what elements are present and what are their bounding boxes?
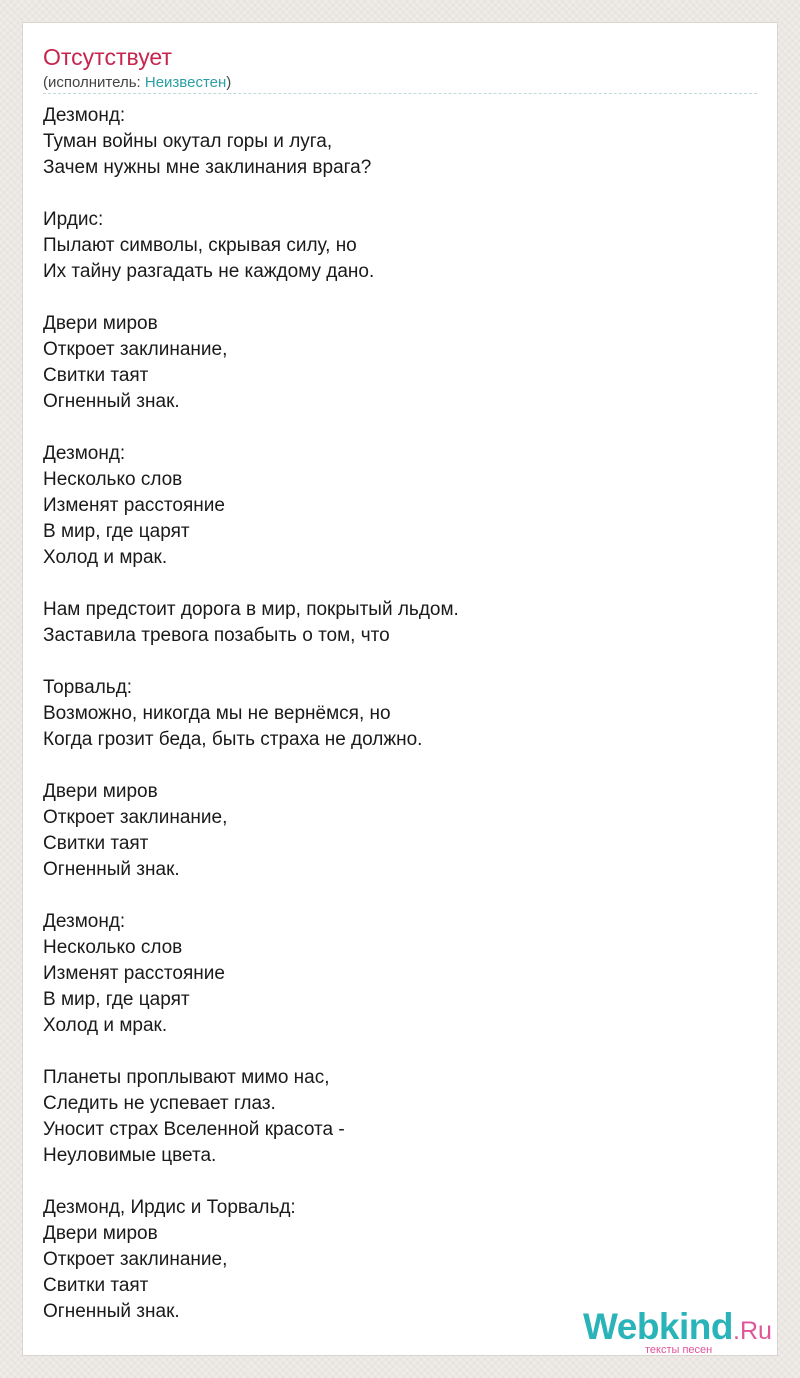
lyrics-line: Откроет заклинание, (43, 807, 228, 828)
lyrics-line: Огненный знак. (43, 391, 180, 412)
lyrics-line: Заставила тревога позабыть о том, что (43, 625, 390, 646)
title-divider (43, 93, 757, 94)
lyrics-blank-line (43, 415, 759, 441)
lyrics-line: Огненный знак. (43, 859, 180, 880)
lyrics-line: Двери миров (43, 1223, 158, 1244)
lyrics-line: Холод и мрак. (43, 1015, 168, 1036)
lyrics-line: Дезмонд: (43, 105, 126, 126)
lyrics-line: Неуловимые цвета. (43, 1145, 217, 1166)
song-title: Отсутствует (43, 44, 172, 70)
lyrics-line: Уносит страх Вселенной красота - (43, 1119, 345, 1140)
logo-main-text: Webkind (583, 1306, 733, 1347)
lyrics-line: Дезмонд: (43, 443, 126, 464)
lyrics-line: Дезмонд, Ирдис и Торвальд: (43, 1197, 296, 1218)
lyrics-line: Туман войны окутал горы и луга, (43, 131, 333, 152)
lyrics-line: В мир, где царят (43, 989, 190, 1010)
artist-suffix: ) (226, 74, 232, 91)
lyrics-blank-line (43, 1169, 759, 1195)
lyrics-line: Двери миров (43, 781, 158, 802)
lyrics-blank-line (43, 649, 759, 675)
lyrics-blank-line (43, 571, 759, 597)
artist-link[interactable]: Неизвестен (144, 74, 227, 91)
lyrics-line: Огненный знак. (43, 1301, 180, 1322)
lyrics-line: Откроет заклинание, (43, 339, 228, 360)
lyrics-line: Пылают символы, скрывая силу, но (43, 235, 357, 256)
lyrics-line: Изменят расстояние (43, 495, 225, 516)
lyrics-line: Следить не успевает глаз. (43, 1093, 276, 1114)
lyrics-line: Свитки таят (43, 833, 149, 854)
lyrics-line: Двери миров (43, 313, 158, 334)
lyrics-blank-line (43, 285, 759, 311)
lyrics-blank-line (43, 883, 759, 909)
lyrics-text (43, 103, 759, 1325)
lyrics-line: Изменят расстояние (43, 963, 225, 984)
lyrics-line: Планеты проплывают мимо нас, (43, 1067, 330, 1088)
lyrics-line: Торвальд: (43, 677, 133, 698)
lyrics-line: Их тайну разгадать не каждому дано. (43, 261, 375, 282)
lyrics-line: Холод и мрак. (43, 547, 168, 568)
lyrics-line: Несколько слов (43, 937, 183, 958)
lyrics-line: В мир, где царят (43, 521, 190, 542)
artist-prefix: (исполнитель: (43, 74, 145, 91)
artist-line (43, 73, 231, 93)
lyrics-line: Нам предстоит дорога в мир, покрытый льдом. (43, 599, 459, 620)
lyrics-blank-line (43, 753, 759, 779)
logo-suffix: .Ru (733, 1317, 772, 1345)
lyrics-line: Возможно, никогда мы не вернёмся, но (43, 703, 391, 724)
lyrics-line: Свитки таят (43, 1275, 149, 1296)
lyrics-line: Когда грозит беда, быть страха не должно. (43, 729, 423, 750)
webkind-logo[interactable] (583, 1307, 779, 1357)
lyrics-card (22, 22, 778, 1356)
lyrics-blank-line (43, 181, 759, 207)
lyrics-line: Несколько слов (43, 469, 183, 490)
lyrics-line: Зачем нужны мне заклинания врага? (43, 157, 372, 178)
lyrics-line: Ирдис: (43, 209, 104, 230)
lyrics-line: Свитки таят (43, 365, 149, 386)
lyrics-line: Дезмонд: (43, 911, 126, 932)
logo-tagline: тексты песен (645, 1344, 713, 1356)
lyrics-blank-line (43, 1039, 759, 1065)
lyrics-line: Откроет заклинание, (43, 1249, 228, 1270)
